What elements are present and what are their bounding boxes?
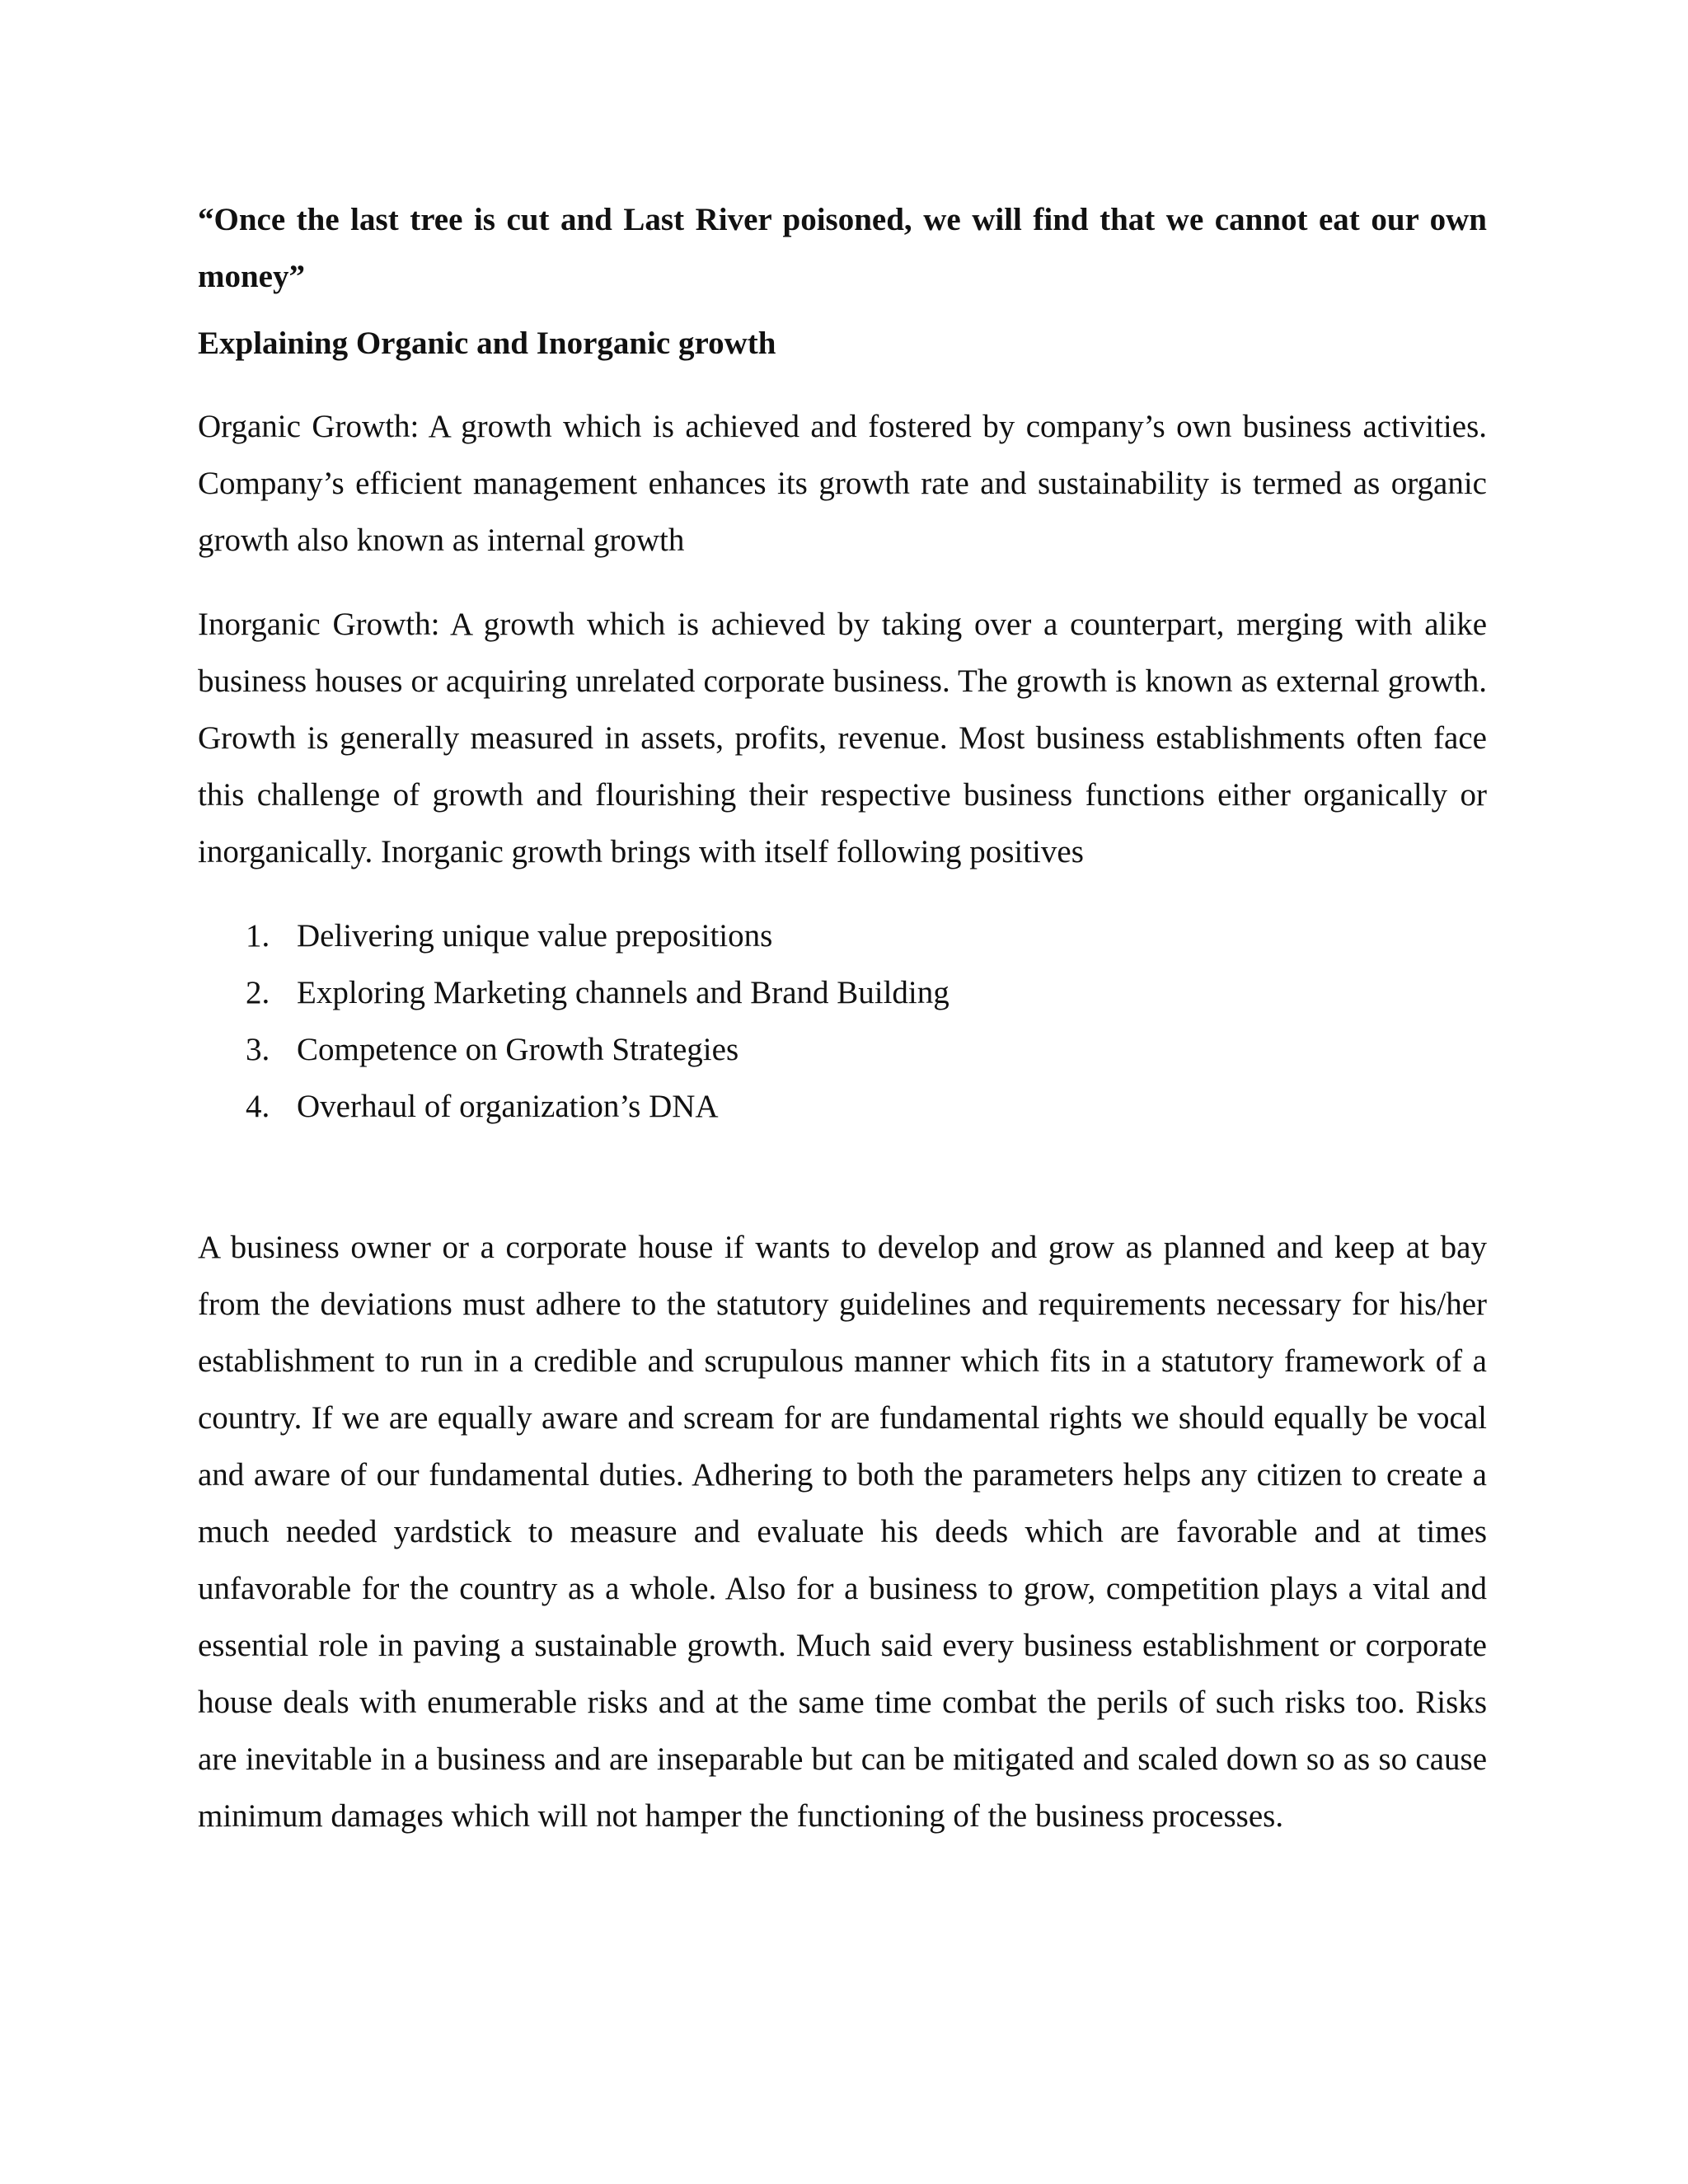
list-item-number: 4. xyxy=(246,1089,270,1124)
organic-growth-paragraph: Organic Growth: A growth which is achieved and fostered by company’s own business activities. Company’s efficient management enhances its growth rate and sustainability is termed as organic growth also known as internal growth xyxy=(198,409,1487,558)
list-item-text: Overhaul of organization’s DNA xyxy=(297,1089,719,1124)
list-item xyxy=(198,964,1487,1021)
section-heading: Explaining Organic and Inorganic growth xyxy=(198,326,776,361)
list-item xyxy=(198,1021,1487,1078)
list-item-text: Exploring Marketing channels and Brand Building xyxy=(297,975,950,1010)
list-item-text: Delivering unique value prepositions xyxy=(297,918,773,954)
list-item-text: Competence on Growth Strategies xyxy=(297,1032,739,1067)
positives-list xyxy=(198,907,1487,1135)
list-item-number: 1. xyxy=(246,918,270,954)
opening-quote: “Once the last tree is cut and Last River poisoned, we will find that we cannot eat our own money” xyxy=(198,202,1487,294)
list-item-number: 2. xyxy=(246,975,270,1010)
inorganic-growth-paragraph: Inorganic Growth: A growth which is achieved by taking over a counterpart, merging with alike business houses or acquiring unrelated corporate business. The growth is known as external growth. Growth is generally measured in assets, profits, revenue. Most business establishments often face this challenge of growth and flourishing their respective business functions either organically or inorganically. Inorganic growth brings with itself following positives xyxy=(198,607,1487,869)
closing-paragraph: A business owner or a corporate house if wants to develop and grow as planned and keep at bay from the deviations must adhere to the statutory guidelines and requirements necessary for his/her establishment to run in a credible and scrupulous manner which fits in a statutory framework of a country. If we are equally aware and scream for are fundamental rights we should equally be vocal and aware of our fundamental duties. Adhering to both the parameters helps any citizen to create a much needed yardstick to measure and evaluate his deeds which are favorable and at times unfavorable for the country as a whole. Also for a business to grow, competition plays a vital and essential role in paving a sustainable growth. Much said every business establishment or corporate house deals with enumerable risks and at the same time combat the perils of such risks too. Risks are inevitable in a business and are inseparable but can be mitigated and scaled down so as so cause minimum damages which will not hamper the functioning of the business processes. xyxy=(198,1230,1487,1834)
list-item xyxy=(198,1078,1487,1135)
list-item xyxy=(198,907,1487,964)
list-item-number: 3. xyxy=(246,1032,270,1067)
document-body xyxy=(198,191,1487,1844)
